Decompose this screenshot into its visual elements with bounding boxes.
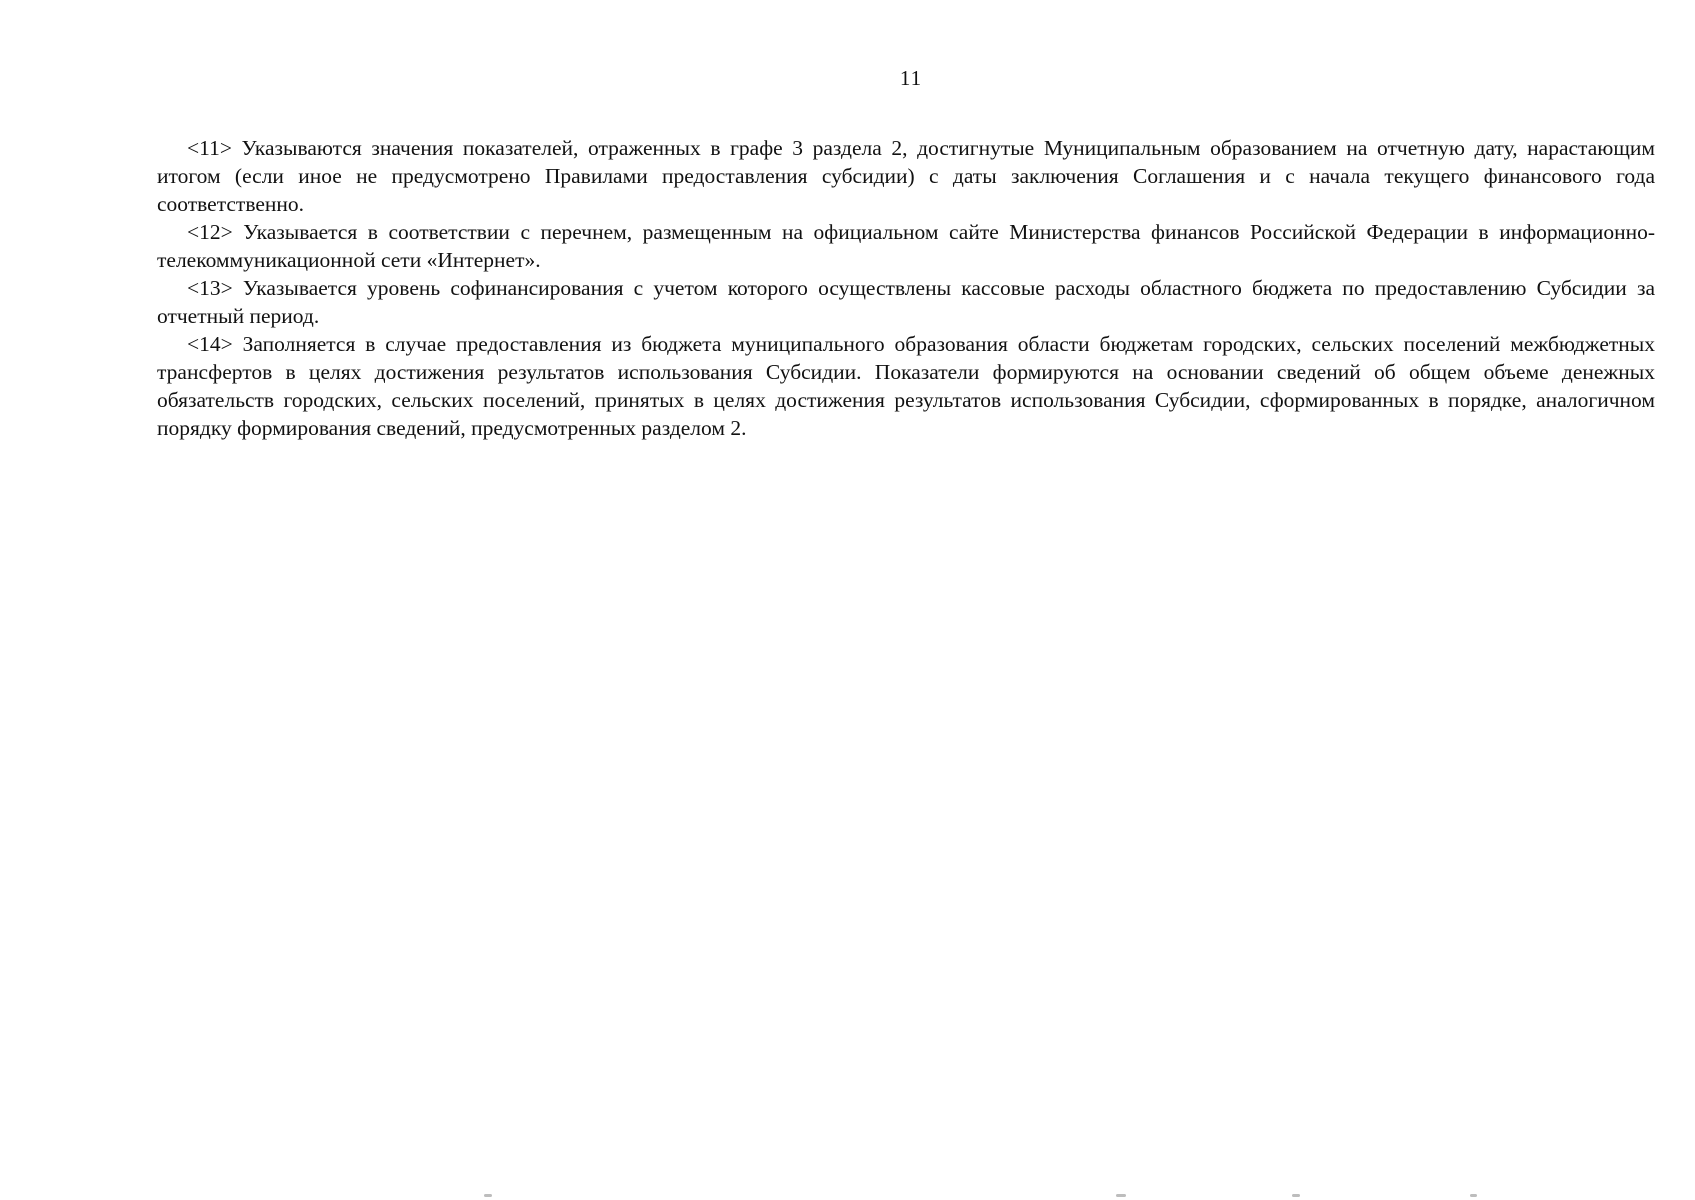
footnotes-section [157,134,1655,442]
footnote-14: <14> Заполняется в случае предоставления из бюджета муниципального образования области бюджетам городских, сельских поселений межбюджетных трансфертов в целях достижения результатов использования Субсидии. Показатели формируются на основании сведений об общем объеме денежных обязательств городских, сельских поселений, принятых в целях достижения результатов использования Субсидии, сформированных в порядке, аналогичном порядку формирования сведений, предусмотренных разделом 2. [157,332,1655,440]
footnote-13: <13> Указывается уровень софинансирования с учетом которого осуществлены кассовые расходы областного бюджета по предоставлению Субсидии за отчетный период. [157,276,1655,328]
scan-artifact-mark [1116,1194,1126,1197]
scan-artifact-mark [484,1194,492,1197]
scan-bottom-edge-artifacts [0,1194,1695,1200]
footnote-12: <12> Указывается в соответствии с перечнем, размещенным на официальном сайте Министерства финансов Российской Федерации в информационно-телекоммуникационной сети «Интернет». [157,220,1655,272]
scan-artifact-mark [1292,1194,1300,1197]
footnote-11: <11> Указываются значения показателей, отраженных в графе 3 раздела 2, достигнутые Муниципальным образованием на отчетную дату, нарастающим итогом (если иное не предусмотрено Правилами предоставления субсидии) с даты заключения Соглашения и с начала текущего финансового года соответственно. [157,136,1655,216]
scan-artifact-mark [1470,1194,1477,1197]
page-number: 11 [899,66,923,90]
